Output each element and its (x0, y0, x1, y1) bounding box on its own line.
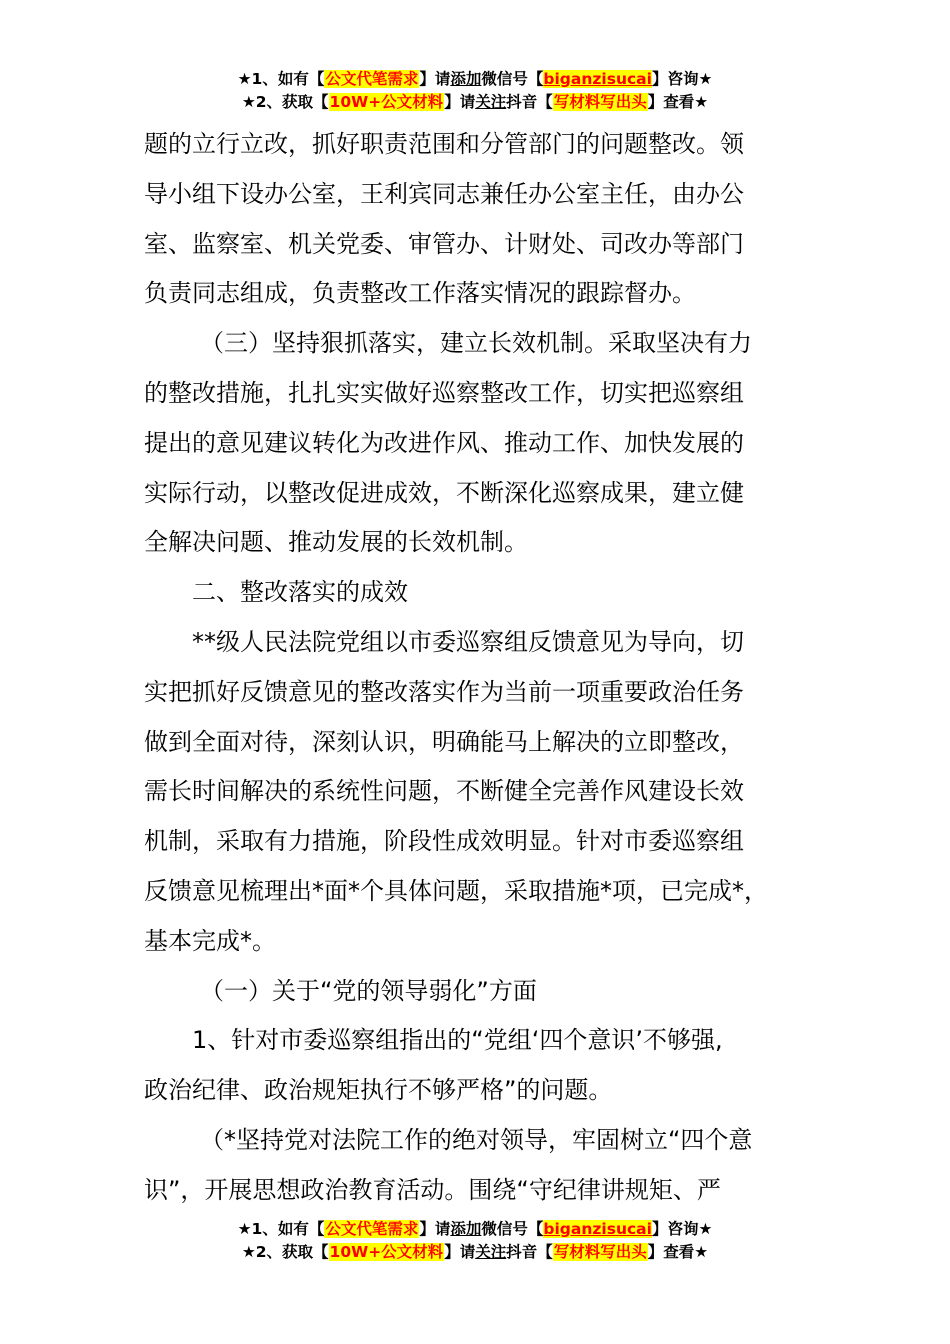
paragraph-line: 负责同志组成，负责整改工作落实情况的跟踪督办。 (144, 279, 696, 308)
paragraph-line: 1、针对市委巡察组指出的“党组‘四个意识’不够强, (192, 1026, 723, 1055)
paragraph-line: 的整改措施，扎扎实实做好巡察整改工作，切实把巡察组 (144, 378, 744, 407)
highlight-ghostwriting: 公文代笔需求 (325, 1220, 419, 1238)
banner-text: 抖音【 (506, 1243, 553, 1261)
banner-text: 】请 (419, 70, 451, 88)
banner-text: 关注 (475, 93, 507, 111)
paragraph-line: （三）坚持狠抓落实，建立长效机制。采取坚决有力 (200, 329, 752, 358)
banner-text: ★2、获取【 (241, 1243, 329, 1261)
banner-text: 】咨询★ (651, 70, 713, 88)
banner-text: 】请 (419, 1220, 451, 1238)
paragraph-line: 导小组下设办公室，王利宾同志兼任办公室主任，由办公 (144, 179, 744, 208)
banner-text: 】请 (444, 1243, 476, 1261)
paragraph-line: 实把抓好反馈意见的整改落实作为当前一项重要政治任务 (144, 677, 744, 706)
paragraph-line: **级人民法院党组以市委巡察组反馈意见为导向，切 (192, 627, 744, 656)
paragraph-line: 题的立行立改，抓好职责范围和分管部门的问题整改。领 (144, 130, 744, 158)
banner-text: ★1、如有【 (237, 70, 325, 88)
paragraph-line: 做到全面对待，深刻认识，明确能马上解决的立即整改， (144, 727, 744, 756)
banner-text: ★2、获取【 (241, 93, 329, 111)
highlight-douyin: 写材料写出头 (553, 93, 647, 111)
banner-line-1 (0, 1218, 950, 1241)
document-body (144, 120, 814, 1216)
highlight-materials: 10W+公文材料 (329, 1243, 444, 1261)
highlight-ghostwriting: 公文代笔需求 (325, 70, 419, 88)
paragraph-line: 提出的意见建议转化为改进作风、推动工作、加快发展的 (144, 428, 744, 457)
highlight-douyin: 写材料写出头 (553, 1243, 647, 1261)
wechat-id-link[interactable]: biganzisucai (543, 1220, 652, 1238)
banner-text: 】请 (444, 93, 476, 111)
paragraph-line: 识”，开展思想政治教育活动。围绕“守纪律讲规矩、严 (144, 1175, 721, 1204)
paragraph-line: 机制，采取有力措施，阶段性成效明显。针对市委巡察组 (144, 827, 744, 856)
wechat-id-link[interactable]: biganzisucai (543, 70, 652, 88)
banner-text: 添加 (450, 1220, 482, 1238)
paragraph-line: 全解决问题、推动发展的长效机制。 (144, 528, 528, 557)
banner-text: 抖音【 (506, 93, 553, 111)
highlight-materials: 10W+公文材料 (329, 93, 444, 111)
banner-line-1 (0, 68, 950, 91)
subsection-heading: （一）关于“党的领导弱化”方面 (200, 976, 537, 1005)
header-banner (0, 68, 950, 114)
paragraph-line: 实际行动，以整改促进成效，不断深化巡察成果，建立健 (144, 478, 744, 507)
paragraph-line: 室、监察室、机关党委、审管办、计财处、司改办等部门 (144, 229, 744, 258)
section-heading: 二、整改落实的成效 (192, 578, 408, 607)
banner-text: ★1、如有【 (237, 1220, 325, 1238)
banner-line-2 (0, 1241, 950, 1264)
banner-text: 关注 (475, 1243, 507, 1261)
paragraph-line: 基本完成*。 (144, 926, 276, 955)
banner-text: 微信号【 (481, 1220, 544, 1238)
banner-text: 】咨询★ (651, 1220, 713, 1238)
paragraph-line: （*坚持党对法院工作的绝对领导，牢固树立“四个意 (200, 1125, 753, 1154)
footer-banner (0, 1218, 950, 1264)
banner-text: 】查看★ (647, 93, 709, 111)
banner-text: 添加 (450, 70, 482, 88)
banner-line-2 (0, 91, 950, 114)
paragraph-line: 政治纪律、政治规矩执行不够严格”的问题。 (144, 1076, 613, 1105)
paragraph-line: 需长时间解决的系统性问题，不断健全完善作风建设长效 (144, 777, 744, 806)
paragraph-line: 反馈意见梳理出*面*个具体问题，采取措施*项，已完成*， (144, 876, 768, 905)
banner-text: 】查看★ (647, 1243, 709, 1261)
banner-text: 微信号【 (481, 70, 544, 88)
